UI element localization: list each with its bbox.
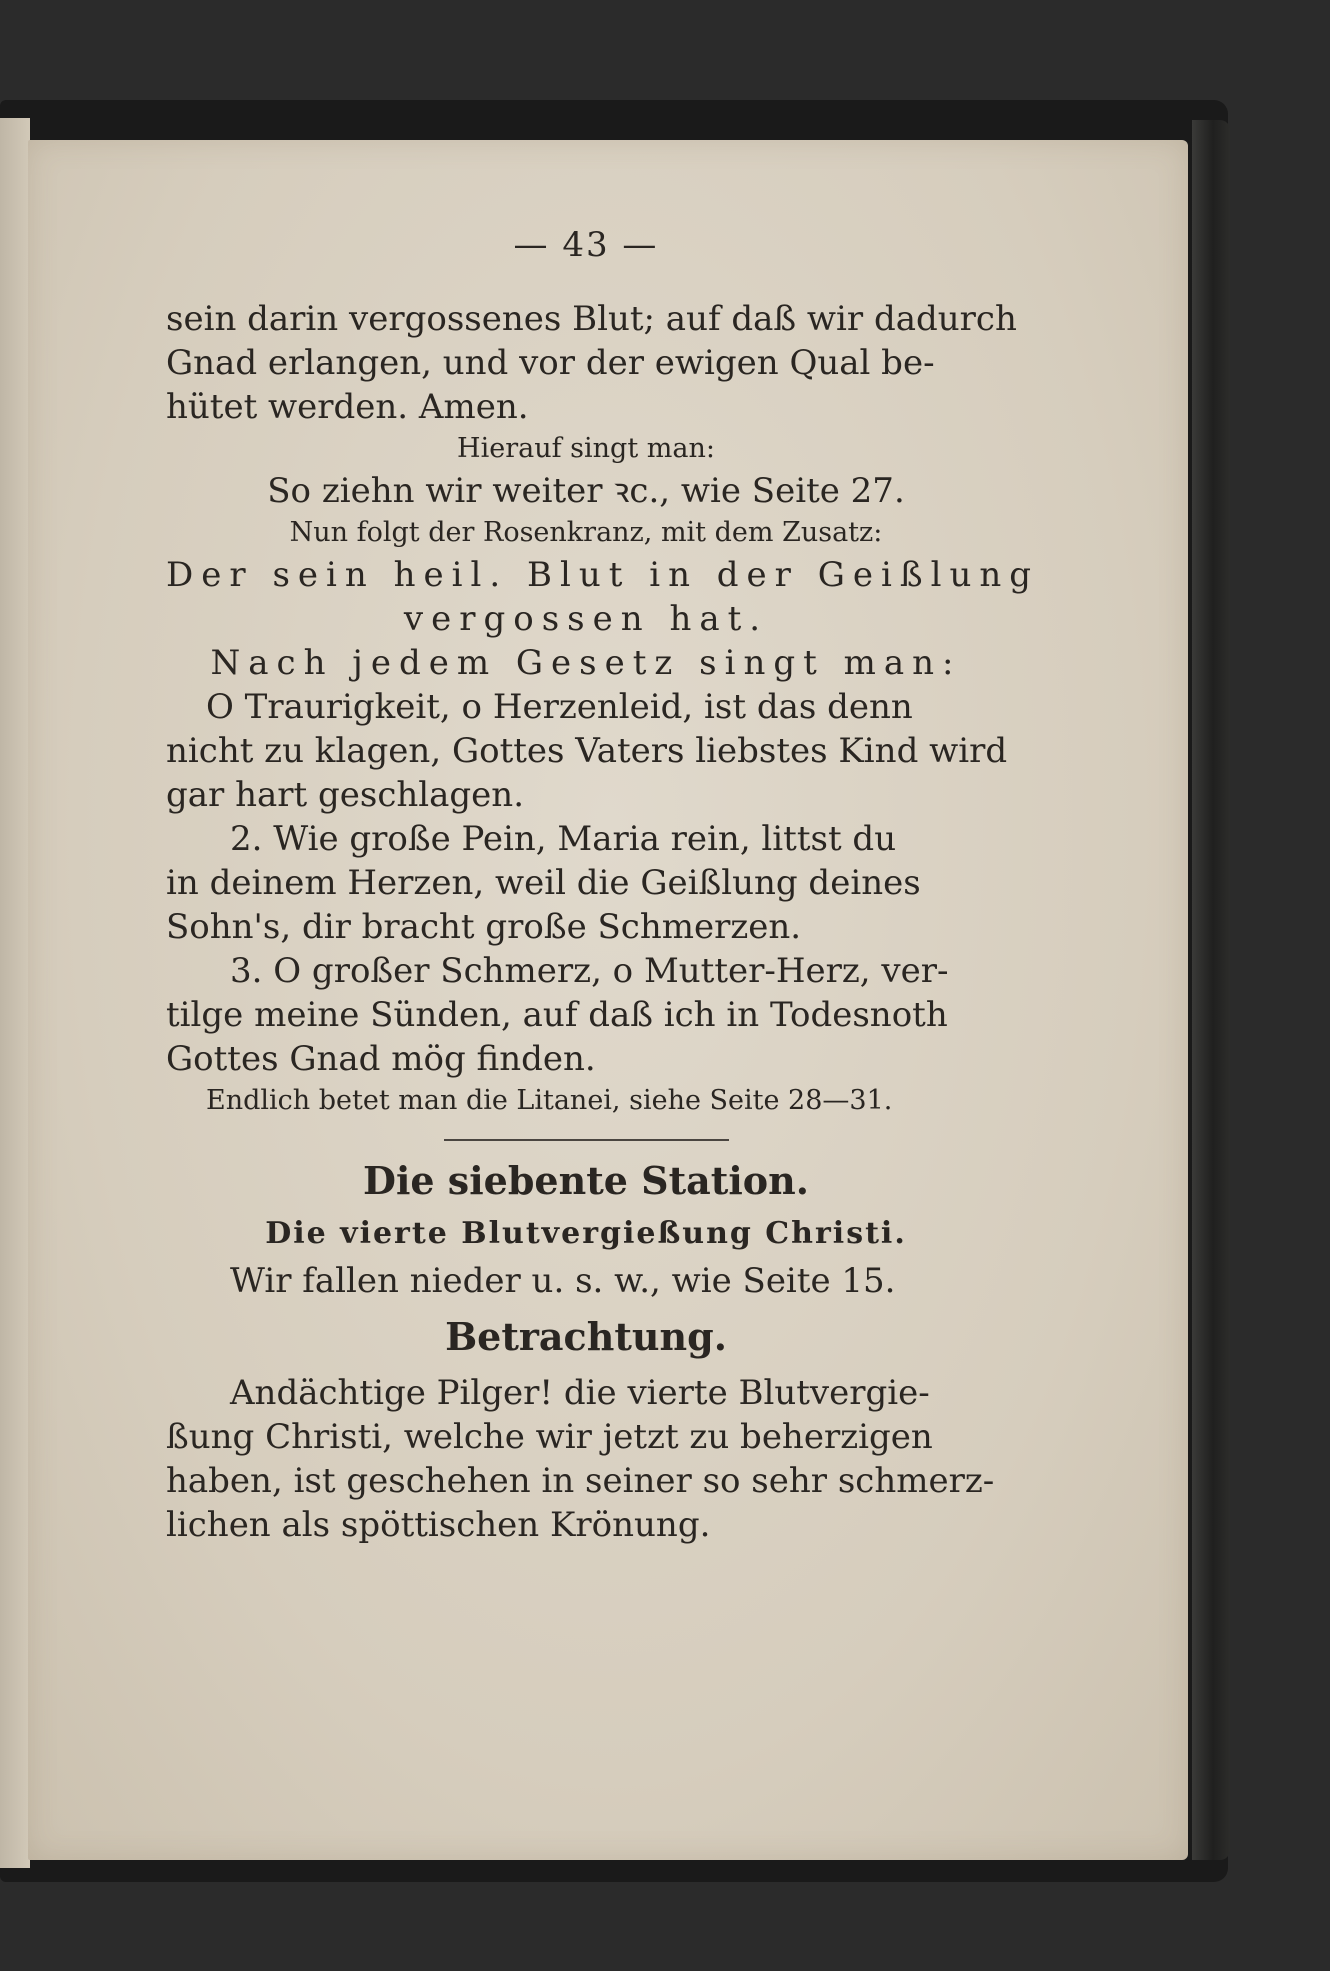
text-line: 2. Wie große Pein, Maria rein, littst du <box>230 819 897 859</box>
text-line: hütet werden. Amen. <box>166 387 529 427</box>
page-number: — 43 — <box>513 225 659 265</box>
text-line: tilge meine Sünden, auf daß ich in Todesnoth <box>166 995 948 1035</box>
rubric-line: Hierauf singt man: <box>457 433 715 464</box>
text-line: Nach jedem Gesetz singt man: <box>210 643 962 683</box>
text-line: haben, ist geschehen in seiner so sehr schmerz- <box>166 1461 995 1501</box>
section-heading: Betrachtung. <box>445 1314 727 1359</box>
text-line: in deinem Herzen, weil die Geißlung deines <box>166 863 921 903</box>
text-line: Gottes Gnad mög finden. <box>166 1039 596 1079</box>
text-line: gar hart geschlagen. <box>166 775 524 815</box>
left-page-edge <box>0 118 30 1868</box>
text-line: vergossen hat. <box>403 599 769 639</box>
text-line: sein darin vergossenes Blut; auf daß wir dadurch <box>166 299 1017 339</box>
rubric-line: Nun folgt der Rosenkranz, mit dem Zusatz: <box>289 517 883 548</box>
text-line: Sohn's, dir bracht große Schmerzen. <box>166 907 802 947</box>
text-line: Andächtige Pilger! die vierte Blutvergie- <box>230 1373 930 1413</box>
text-line: lichen als spöttischen Krönung. <box>166 1505 711 1545</box>
text-line: ßung Christi, welche wir jetzt zu beherzigen <box>166 1417 933 1457</box>
page-text <box>166 225 1040 1547</box>
section-divider <box>444 1139 729 1141</box>
rubric-line: Endlich betet man die Litanei, siehe Seite 28—31. <box>206 1085 893 1116</box>
text-line: Der sein heil. Blut in der Geißlung <box>166 555 1040 595</box>
text-line: O Traurigkeit, o Herzenleid, ist das denn <box>206 687 913 727</box>
text-line: Wir fallen nieder u. s. w., wie Seite 15. <box>230 1261 896 1301</box>
text-line: Gnad erlangen, und vor der ewigen Qual be- <box>166 343 935 383</box>
station-subtitle: Die vierte Blutvergießung Christi. <box>265 1216 907 1251</box>
station-title: Die siebente Station. <box>363 1158 809 1203</box>
text-line: 3. O großer Schmerz, o Mutter-Herz, ver- <box>230 951 949 991</box>
text-line: nicht zu klagen, Gottes Vaters liebstes Kind wird <box>166 731 1008 771</box>
book-edge <box>1192 120 1230 1860</box>
text-line: So ziehn wir weiter ꝛc., wie Seite 27. <box>267 471 905 511</box>
